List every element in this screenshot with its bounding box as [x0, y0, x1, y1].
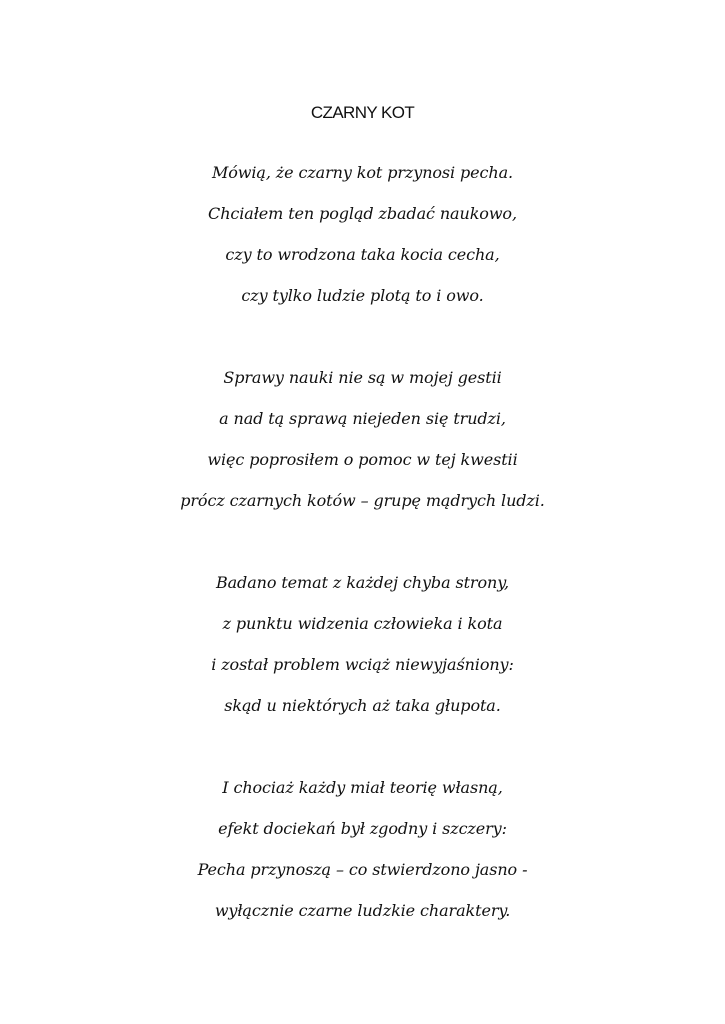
poem-line: skąd u niektórych aż taka głupota. [224, 696, 501, 715]
poem-line: a nad tą sprawą niejeden się trudzi, [219, 409, 506, 428]
stanza-4 [0, 775, 725, 939]
poem-body [0, 160, 725, 939]
poem-line: czy tylko ludzie plotą to i owo. [241, 286, 484, 305]
poem-line: Chciałem ten pogląd zbadać naukowo, [208, 204, 517, 223]
poem-line: i został problem wciąż niewyjaśniony: [211, 655, 514, 674]
poem-line: I chociaż każdy miał teorię własną, [222, 778, 503, 797]
stanza-1 [0, 160, 725, 324]
poem-line: Badano temat z każdej chyba strony, [215, 573, 510, 592]
poem-line: Mówią, że czarny kot przynosi pecha. [211, 163, 514, 182]
poem-line: czy to wrodzona taka kocia cecha, [225, 245, 500, 264]
poem-line: Pecha przynoszą – co stwierdzono jasno - [197, 860, 528, 879]
poem-title: CZARNY KOT [310, 103, 415, 122]
poem-line: wyłącznie czarne ludzkie charaktery. [214, 901, 511, 920]
stanza-2 [0, 365, 725, 529]
poem-line: więc poprosiłem o pomoc w tej kwestii [207, 450, 518, 469]
poem-line: prócz czarnych kotów – grupę mądrych ludzi. [180, 491, 545, 510]
stanza-3 [0, 570, 725, 734]
poem-line: z punktu widzenia człowieka i kota [222, 614, 503, 633]
poem-line: efekt dociekań był zgodny i szczery: [218, 819, 507, 838]
poem-line: Sprawy nauki nie są w mojej gestii [223, 368, 502, 387]
